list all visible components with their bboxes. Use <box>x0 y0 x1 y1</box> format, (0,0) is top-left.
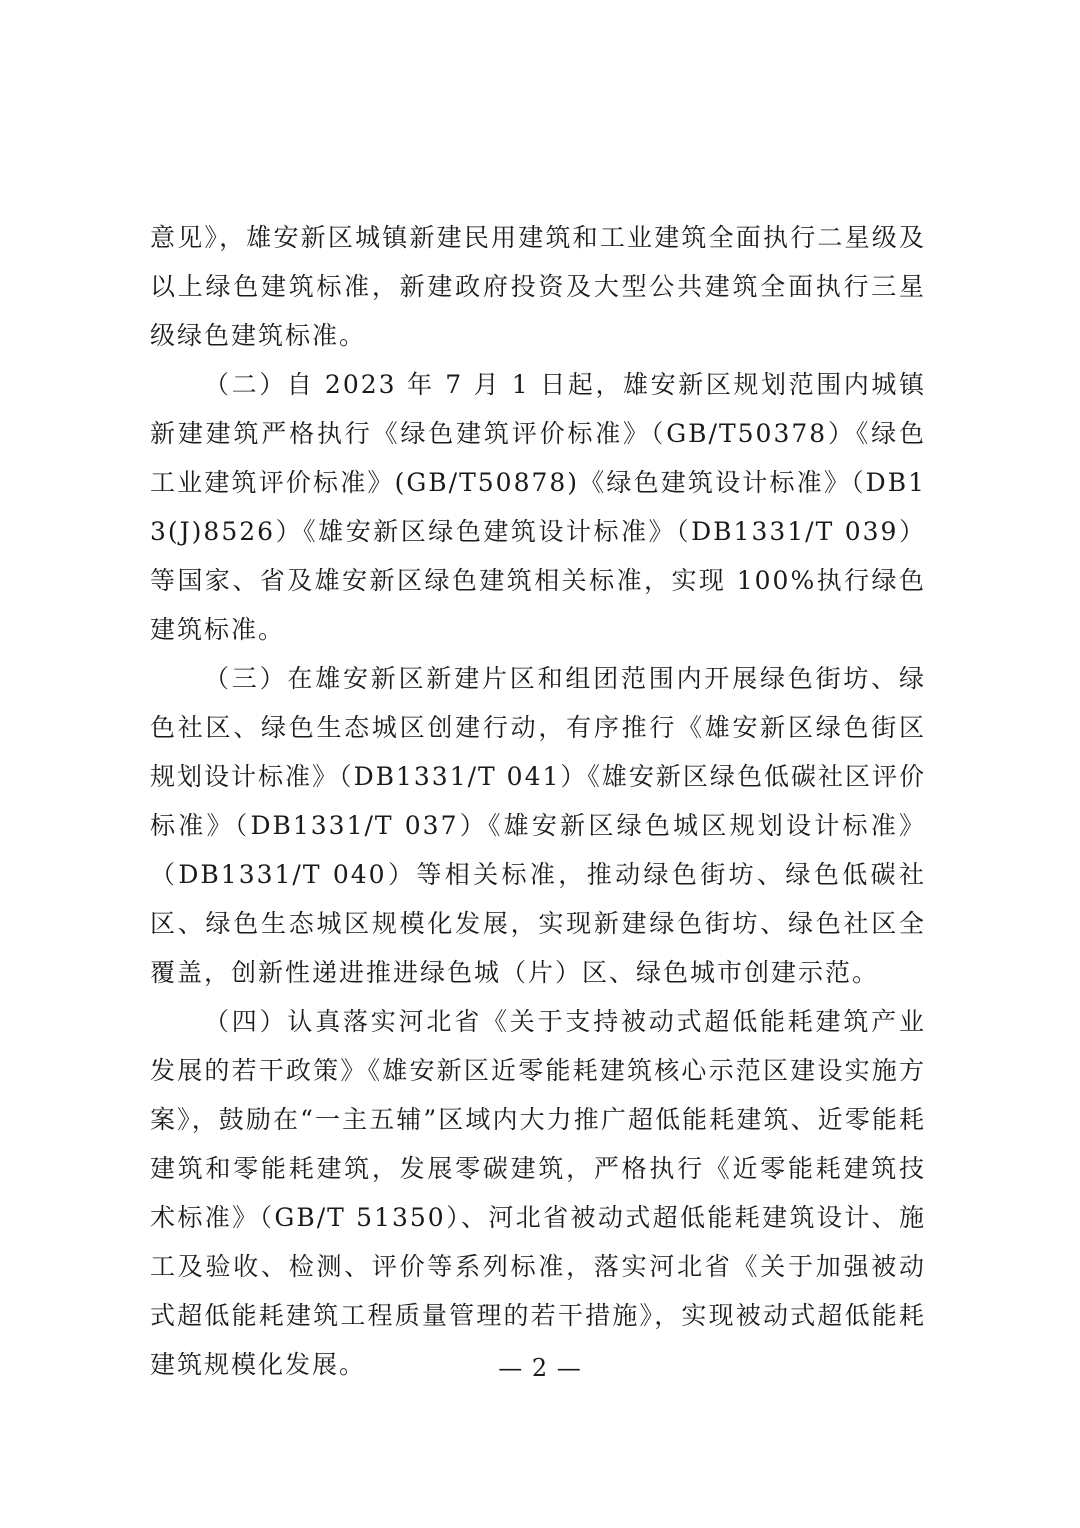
paragraph-section-3: （三）在雄安新区新建片区和组团范围内开展绿色街坊、绿色社区、绿色生态城区创建行动，有序推行《雄安新区绿色街区规划设计标准》（DB1331/T 041）《雄安新区绿色低碳社区评价标准》（DB1331/T 037）《雄安新区绿色城区规划设计标准》（DB1331/T 040）等相关标准，推动绿色街坊、绿色低碳社区、绿色生态城区规模化发展，实现新建绿色街坊、绿色社区全覆盖，创新性递进推进绿色城（片）区、绿色城市创建示范。 <box>150 664 926 987</box>
paragraph-section-2: （二）自 2023 年 7 月 1 日起，雄安新区规划范围内城镇新建建筑严格执行《绿色建筑评价标准》（GB/T50378）《绿色工业建筑评价标准》(GB/T50878)《绿色建筑设计标准》（DB13(J)8526）《雄安新区绿色建筑设计标准》（DB1331/T 039）等国家、省及雄安新区绿色建筑相关标准，实现 100%执行绿色建筑标准。 <box>150 370 926 644</box>
paragraph-continuation: 意见》，雄安新区城镇新建民用建筑和工业建筑全面执行二星级及以上绿色建筑标准，新建政府投资及大型公共建筑全面执行三星级绿色建筑标准。 <box>150 223 926 350</box>
paragraph-section-4: （四）认真落实河北省《关于支持被动式超低能耗建筑产业发展的若干政策》《雄安新区近零能耗建筑核心示范区建设实施方案》，鼓励在“一主五辅”区域内大力推广超低能耗建筑、近零能耗建筑和零能耗建筑，发展零碳建筑，严格执行《近零能耗建筑技术标准》（GB/T 51350）、河北省被动式超低能耗建筑设计、施工及验收、检测、评价等系列标准，落实河北省《关于加强被动式超低能耗建筑工程质量管理的若干措施》，实现被动式超低能耗建筑规模化发展。 <box>150 1007 926 1379</box>
page-number: — 2 — <box>498 1354 582 1382</box>
body-text <box>150 213 926 1389</box>
